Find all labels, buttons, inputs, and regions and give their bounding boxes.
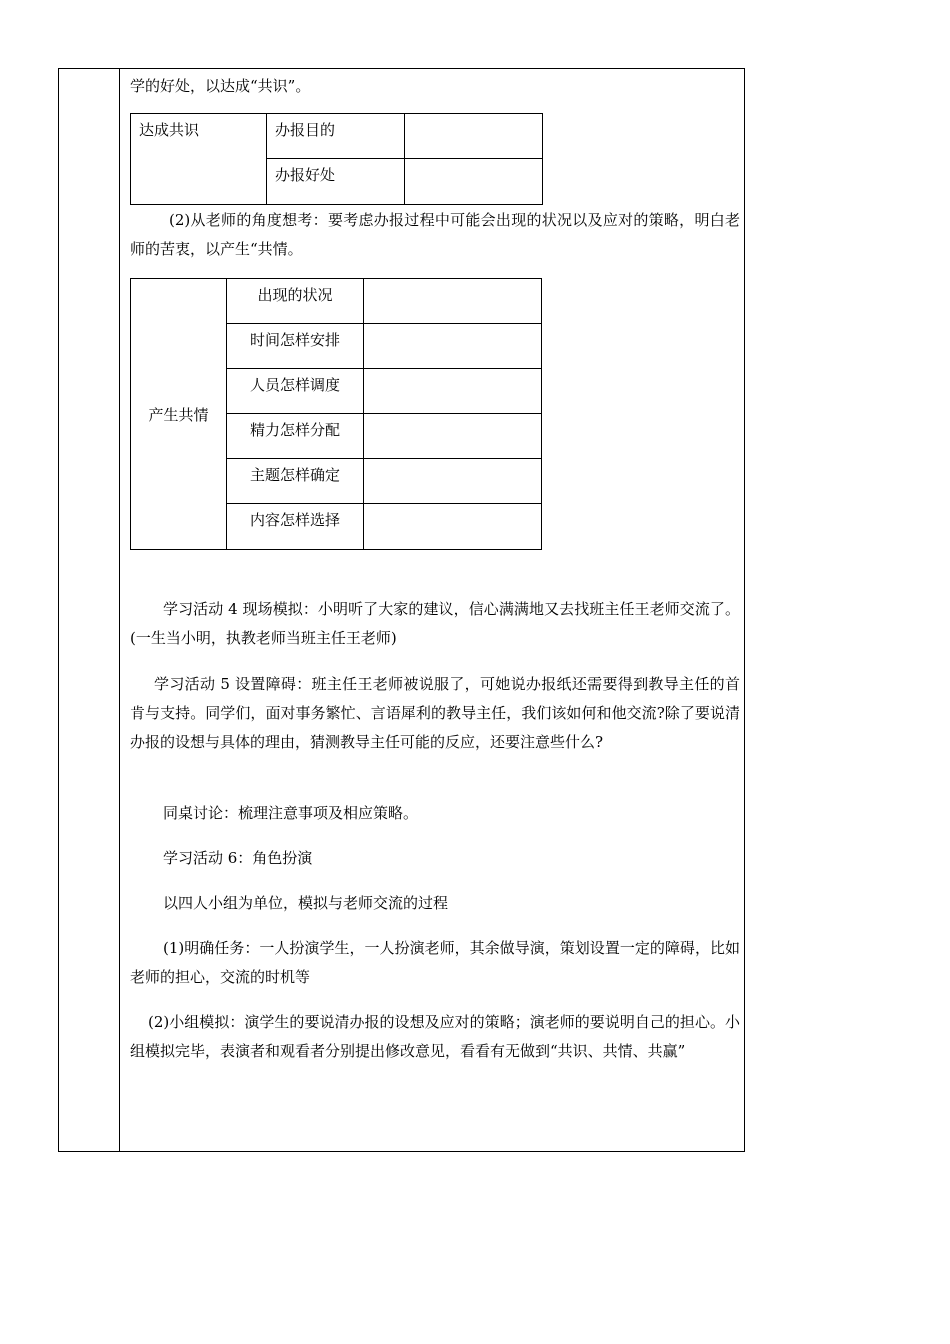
left-column [59, 69, 120, 1151]
table2-empty-cell [364, 369, 542, 414]
table1-row-label: 办报目的 [275, 121, 336, 139]
table2-row-label-cell [227, 369, 364, 414]
table2-row-label: 人员怎样调度 [249, 376, 340, 394]
table2-row-label: 时间怎样安排 [249, 331, 340, 349]
para-desk-discussion: 同桌讨论：梳理注意事项及相应策略。 [163, 804, 419, 822]
table1-row-label-cell [267, 114, 405, 159]
table1-row-label-cell [267, 159, 405, 205]
para-group-simulation: (2)小组模拟：演学生的要说清办报的设想及应对的策略；演老师的要说明自己的担心。小组模拟完毕，表演者和观看者分别提出修改意见，看看有无做到“共识、共情、共赢” [130, 1013, 740, 1060]
table2-row-label: 主题怎样确定 [249, 466, 340, 484]
table2-row-label-cell [227, 459, 364, 504]
para-intro: 学的好处，以达成“共识”。 [130, 77, 311, 95]
para-activity-5: 学习活动 5 设置障碍：班主任王老师被说服了，可她说办报纸还需要得到教导主任的首肯与支持。同学们，面对事务繁忙、言语犀利的教导主任，我们该如何和他交流?除了要说清办报的设想与具体的理由，猜测教导主任可能的反应，还要注意些什么? [130, 675, 740, 751]
table2-row-label: 内容怎样选择 [249, 511, 340, 529]
table2-row-label-cell [227, 279, 364, 324]
table2-row-label-cell [227, 504, 364, 550]
table1-empty-cell [405, 159, 543, 205]
para-task: (1)明确任务：一人扮演学生，一人扮演老师，其余做导演，策划设置一定的障碍，比如老师的担心，交流的时机等 [130, 939, 740, 986]
table2-empty-cell [364, 414, 542, 459]
table2-row-label-cell [227, 324, 364, 369]
table2-row-label: 精力怎样分配 [249, 421, 340, 439]
table1-row-label: 办报好处 [275, 166, 336, 184]
consensus-table [130, 113, 543, 205]
para-teacher-perspective: (2)从老师的角度想考：要考虑办报过程中可能会出现的状况以及应对的策略，明白老师的苦衷，以产生“共情。 [130, 211, 740, 258]
para-activity-6: 学习活动 6：角色扮演 [163, 849, 313, 867]
table2-empty-cell [364, 504, 542, 550]
empathy-label-cell [131, 279, 227, 550]
table2-empty-cell [364, 324, 542, 369]
table2-row-label-cell [227, 414, 364, 459]
table2-empty-cell [364, 459, 542, 504]
table2-empty-cell [364, 279, 542, 324]
empathy-table [130, 278, 542, 550]
consensus-label: 达成共识 [139, 121, 200, 139]
table2-row-label: 出现的状况 [257, 286, 333, 304]
para-group-unit: 以四人小组为单位，模拟与老师交流的过程 [163, 894, 449, 912]
consensus-label-cell [131, 114, 267, 205]
table1-empty-cell [405, 114, 543, 159]
empathy-label: 产生共情 [148, 405, 209, 424]
para-activity-4: 学习活动 4 现场模拟：小明听了大家的建议，信心满满地又去找班主任王老师交流了。(一生当小明，执教老师当班主任王老师) [130, 600, 740, 647]
